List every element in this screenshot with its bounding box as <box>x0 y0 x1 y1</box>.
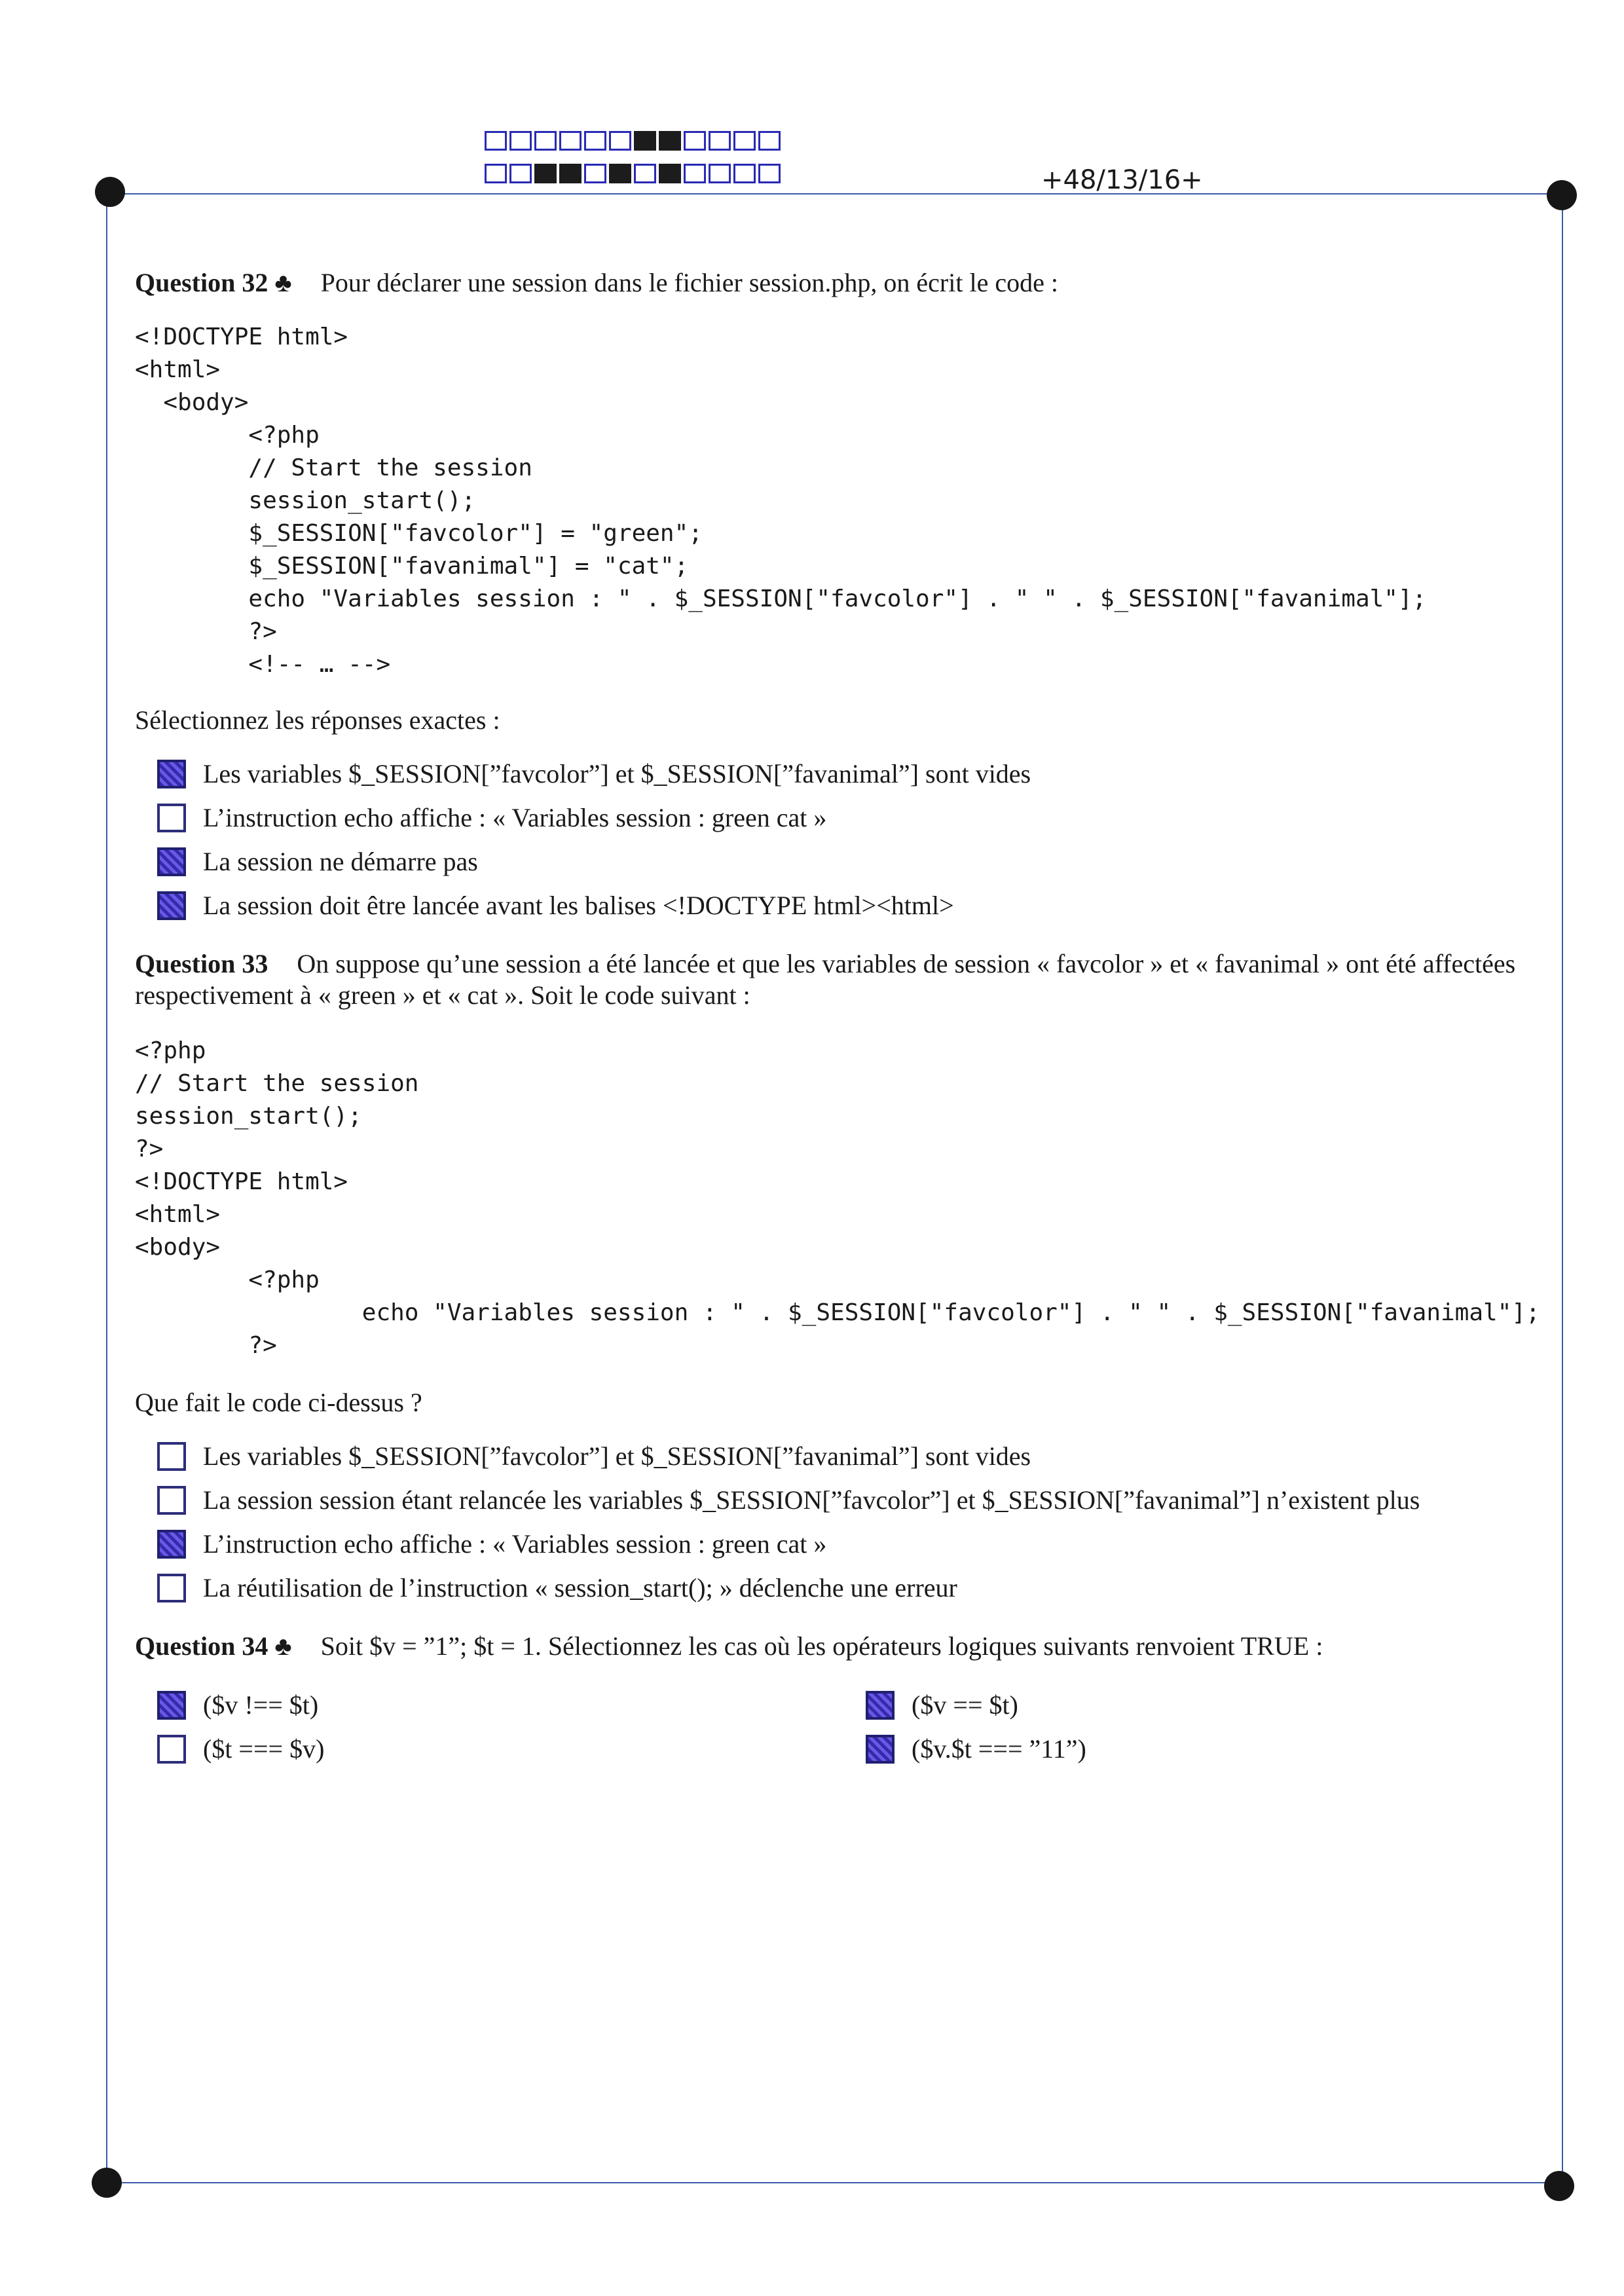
barcode-cell <box>733 131 756 151</box>
answer-label: Les variables $_SESSION[”favcolor”] et $_SESSION[”favanimal”] sont vides <box>203 1441 1031 1471</box>
barcode-cell <box>758 164 781 183</box>
barcode-row-1 <box>485 131 783 151</box>
answer-label: La session session étant relancée les variables $_SESSION[”favcolor”] et $_SESSION[”favanimal”] n’existent plus <box>203 1485 1420 1515</box>
q34-answer-1[interactable] <box>157 1690 318 1720</box>
barcode-cell <box>559 131 581 151</box>
checkbox-checked[interactable] <box>157 1691 186 1720</box>
corner-marker-top-right <box>1547 180 1577 210</box>
barcode-cell <box>485 164 507 183</box>
q33-answer-2[interactable] <box>157 1485 1420 1515</box>
barcode-cell <box>534 164 557 183</box>
answer-label: Les variables $_SESSION[”favcolor”] et $_SESSION[”favanimal”] sont vides <box>203 759 1031 788</box>
question-33-instruction: Que fait le code ci-dessus ? <box>135 1388 422 1417</box>
barcode-cell <box>609 164 631 183</box>
corner-marker-top-left <box>95 177 125 207</box>
q32-answer-4[interactable] <box>157 890 954 921</box>
corner-marker-bottom-right <box>1544 2171 1574 2201</box>
question-33-code: <?php // Start the session session_start(); ?> <!DOCTYPE html> <html> <body> <?php echo "Variables session : " . $_SESSION["favcolor"] . " " . $_SESSION["favanimal"]; ?> <box>135 1037 1540 1359</box>
answer-label: ($v == $t) <box>912 1690 1018 1720</box>
club-icon: ♣ <box>274 268 292 297</box>
barcode-cell <box>684 131 706 151</box>
q32-answer-2[interactable] <box>157 802 826 833</box>
answer-label: L’instruction echo affiche : « Variables session : green cat » <box>203 803 827 832</box>
checkbox-checked[interactable] <box>157 891 186 920</box>
page-id: +48/13/16+ <box>1041 165 1203 195</box>
answer-label: ($v !== $t) <box>203 1690 319 1720</box>
question-34-label: Question 34 <box>135 1631 268 1661</box>
checkbox-unchecked[interactable] <box>157 804 186 832</box>
barcode-cell <box>659 131 681 151</box>
question-32-title <box>135 267 1058 299</box>
checkbox-checked[interactable] <box>866 1691 895 1720</box>
question-33-text <box>135 948 1543 1011</box>
checkbox-unchecked[interactable] <box>157 1442 186 1471</box>
question-34-prompt: Soit $v = ”1”; $t = 1. Sélectionnez les cas où les opérateurs logiques suivants renvoient TRUE : <box>320 1631 1323 1661</box>
q32-answer-3[interactable] <box>157 846 478 877</box>
barcode-cell <box>584 131 606 151</box>
q33-answer-3[interactable] <box>157 1528 826 1559</box>
barcode-cell <box>634 131 656 151</box>
barcode-cell <box>758 131 781 151</box>
barcode-cell <box>684 164 706 183</box>
checkbox-checked[interactable] <box>157 847 186 876</box>
answer-label: L’instruction echo affiche : « Variables session : green cat » <box>203 1529 827 1559</box>
barcode-cell <box>659 164 681 183</box>
q32-answer-1[interactable] <box>157 758 1031 789</box>
question-33-prompt: On suppose qu’une session a été lancée et que les variables de session « favcolor » et « favanimal » ont été affectées respectivement à « green » et « cat ». Soit le code suivant : <box>135 949 1516 1010</box>
question-32-label: Question 32 <box>135 268 268 297</box>
club-icon: ♣ <box>274 1631 292 1661</box>
q34-answer-4[interactable] <box>866 1733 1086 1764</box>
barcode-cell <box>584 164 606 183</box>
frame-right-line <box>1562 193 1563 2184</box>
frame-bottom-line <box>106 2182 1565 2183</box>
checkbox-unchecked[interactable] <box>157 1735 186 1764</box>
barcode-cell <box>709 131 731 151</box>
checkbox-checked[interactable] <box>157 1530 186 1559</box>
barcode-cell <box>534 131 557 151</box>
barcode-cell <box>609 131 631 151</box>
question-32-code: <!DOCTYPE html> <html> <body> <?php // Start the session session_start(); $_SESSION["favcolor"] = "green"; $_SESSION["favanimal"] = "cat"; echo "Variables session : " . $_SESSION["favcolor"] . " " . $_SESSION["favanimal"]; ?> <!-- … --> <box>135 324 1427 678</box>
frame-left-line <box>106 193 107 2184</box>
barcode-cell <box>485 131 507 151</box>
q34-answer-2[interactable] <box>157 1733 324 1764</box>
frame-top-line <box>106 193 1552 194</box>
checkbox-checked[interactable] <box>866 1735 895 1764</box>
checkbox-unchecked[interactable] <box>157 1574 186 1602</box>
barcode-cell <box>709 164 731 183</box>
question-32-instruction: Sélectionnez les réponses exactes : <box>135 705 500 735</box>
question-33-label: Question 33 <box>135 949 268 978</box>
checkbox-checked[interactable] <box>157 760 186 788</box>
checkbox-unchecked[interactable] <box>157 1486 186 1515</box>
q34-answer-3[interactable] <box>866 1690 1018 1720</box>
barcode-row-2 <box>485 164 783 183</box>
answer-label: ($t === $v) <box>203 1734 325 1764</box>
q33-answer-4[interactable] <box>157 1572 957 1603</box>
barcode-cell <box>509 164 532 183</box>
barcode-cell <box>559 164 581 183</box>
answer-label: La session doit être lancée avant les balises <!DOCTYPE html><html> <box>203 891 954 920</box>
answer-label: ($v.$t === ”11”) <box>912 1734 1086 1764</box>
answer-label: La réutilisation de l’instruction « session_start(); » déclenche une erreur <box>203 1573 957 1602</box>
question-32-prompt: Pour déclarer une session dans le fichier session.php, on écrit le code : <box>320 268 1058 297</box>
barcode-cell <box>733 164 756 183</box>
corner-marker-bottom-left <box>92 2168 122 2198</box>
question-34-title <box>135 1631 1323 1662</box>
barcode-cell <box>509 131 532 151</box>
q33-answer-1[interactable] <box>157 1441 1031 1472</box>
barcode-cell <box>634 164 656 183</box>
answer-label: La session ne démarre pas <box>203 847 478 876</box>
